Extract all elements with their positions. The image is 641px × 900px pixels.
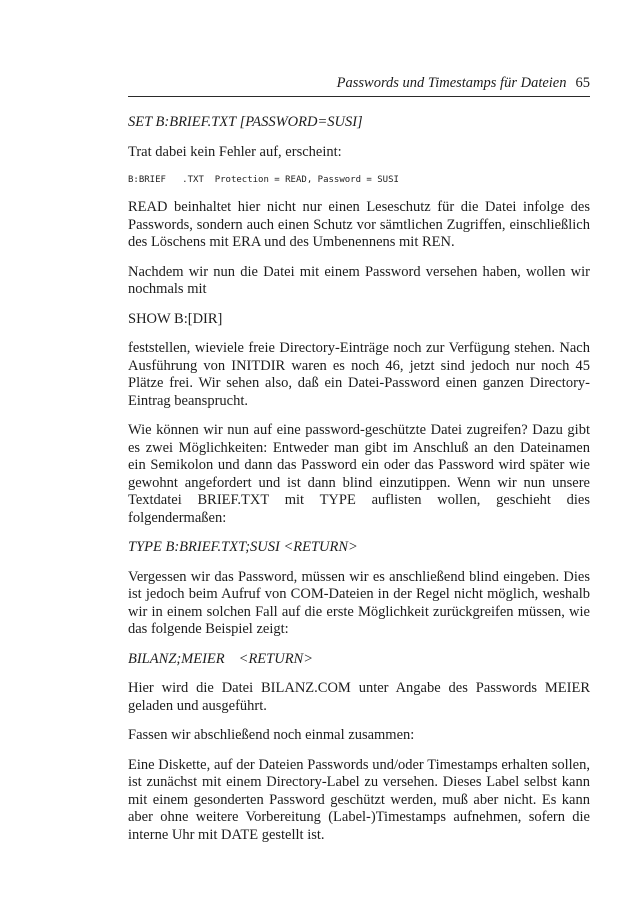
page-content bbox=[128, 114, 590, 844]
command-show-dir: SHOW B:[DIR] bbox=[128, 310, 223, 327]
paragraph: Eine Diskette, auf der Dateien Passwords und/oder Timestamps erhalten sollen, ist zunächst mit einem Directory-Label zu versehen. Dieses Label selbst kann mit einem gesonderten Password geschützt werden, muß aber nicht. Es kann aber ohne weitere Vorbereitung (Label-)Timestamps aufnehmen, sofern die interne Uhr mit DATE gestellt ist. bbox=[128, 756, 590, 843]
command-type: TYPE B:BRIEF.TXT;SUSI <RETURN> bbox=[128, 539, 358, 555]
command-output bbox=[128, 173, 590, 187]
paragraph: Wie können wir nun auf eine password-geschützte Datei zugreifen? Dazu gibt es zwei Möglichkeiten: Entweder man gibt im Anschluß an den Dateinamen ein Semikolon und dann das Password ein oder das Password wird später wie gewohnt angefordert und ist dann blind einzutippen. Wenn wir nun unsere Textdatei BRIEF.TXT mit TYPE auflisten wollen, geschieht dies folgendermaßen: bbox=[128, 422, 590, 526]
paragraph: READ beinhaltet hier nicht nur einen Leseschutz für die Datei infolge des Passwords, sondern auch einen Schutz vor sämtlichen Zugriffen, einschließlich des Löschens mit ERA und des Umbenennens mit REN. bbox=[128, 199, 590, 250]
paragraph: Hier wird die Datei BILANZ.COM unter Angabe des Passwords MEIER geladen und ausgeführt. bbox=[128, 680, 590, 714]
paragraph: Fassen wir abschließend noch einmal zusammen: bbox=[128, 727, 415, 743]
command-bilanz bbox=[128, 651, 590, 669]
running-head bbox=[128, 74, 590, 97]
command-set-password: SET B:BRIEF.TXT [PASSWORD=SUSI] bbox=[128, 114, 363, 130]
running-head-title: Passwords und Timestamps für Dateien bbox=[336, 75, 567, 91]
command-bilanz-name: BILANZ;MEIER bbox=[128, 650, 225, 667]
output-details: Protection = READ, Password = SUSI bbox=[214, 175, 399, 185]
paragraph: feststellen, wieviele freie Directory-Einträge noch zur Verfügung stehen. Nach Ausführung von INITDIR waren es noch 46, jetzt sind jedoch nur noch 45 Plätze frei. Wir sehen also, daß ein Datei-Password einen ganzen Directory-Eintrag beansprucht. bbox=[128, 340, 590, 409]
paragraph: Nachdem wir nun die Datei mit einem Password versehen haben, wollen wir nochmals mit bbox=[128, 263, 590, 297]
command-bilanz-key: <RETURN> bbox=[238, 650, 314, 667]
paragraph: Trat dabei kein Fehler auf, erscheint: bbox=[128, 143, 342, 160]
output-file: B:BRIEF .TXT bbox=[128, 175, 204, 185]
book-page bbox=[128, 74, 590, 856]
page-number: 65 bbox=[575, 75, 590, 91]
paragraph: Vergessen wir das Password, müssen wir es anschließend blind eingeben. Dies ist jedoch beim Aufruf von COM-Dateien in der Regel nicht möglich, weshalb wir in einem solchen Fall auf die erste Möglichkeit zurückgreifen müssen, wie das folgende Beispiel zeigt: bbox=[128, 568, 590, 637]
